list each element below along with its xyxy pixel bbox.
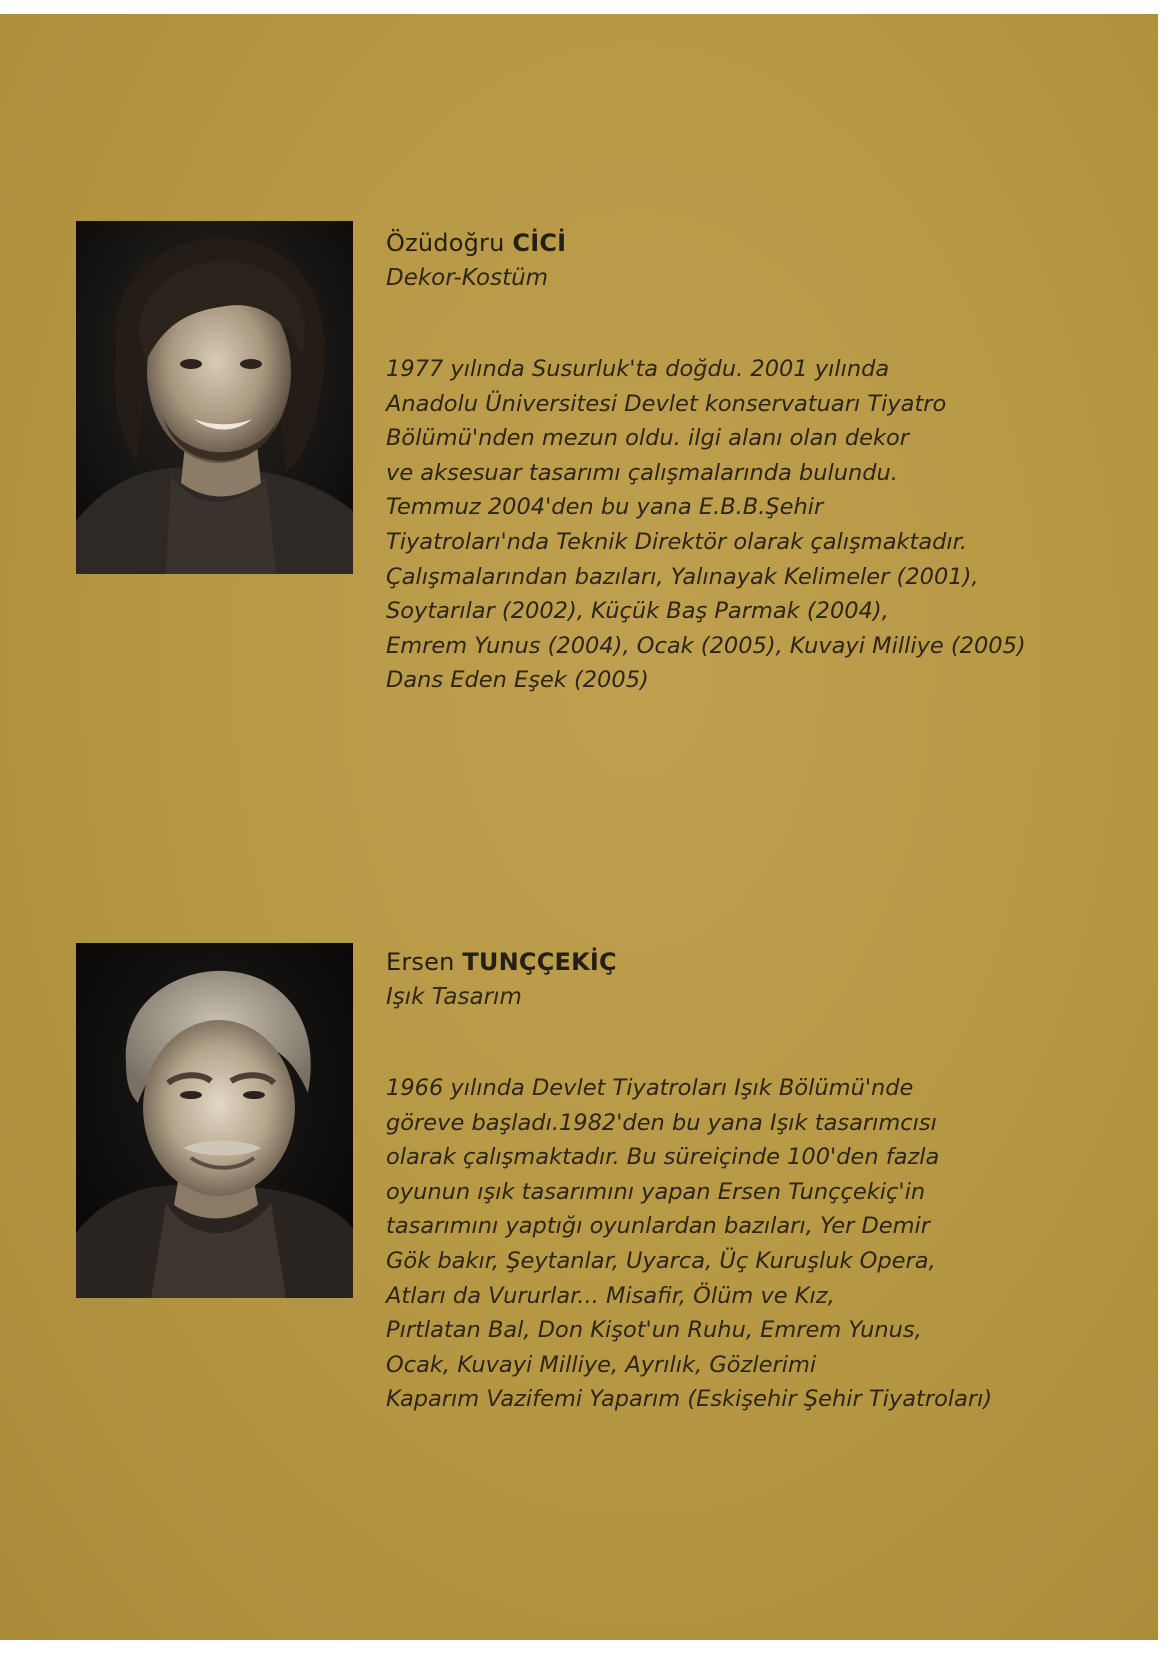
first-name: Özüdoğru <box>386 229 505 257</box>
biography-text <box>386 352 1126 698</box>
first-name: Ersen <box>386 948 455 976</box>
person-role: Işık Tasarım <box>386 984 522 1010</box>
portrait-photo-ozudogru-cici <box>76 221 353 574</box>
bio-line: göreve başladı.1982'den bu yana Işık tasarımcısı <box>386 1109 937 1136</box>
bio-line: Kaparım Vazifemi Yaparım (Eskişehir Şehir Tiyatroları) <box>386 1386 993 1413</box>
bio-line: 1966 yılında Devlet Tiyatroları Işık Bölümü'nde <box>386 1075 914 1101</box>
bio-line: ve aksesuar tasarımı çalışmalarında bulundu. <box>386 459 898 486</box>
person-role: Dekor-Kostüm <box>386 265 549 291</box>
bio-ersen-tunccekic <box>386 945 1126 1417</box>
bio-line: Bölümü'nden mezun oldu. ilgi alanı olan dekor <box>386 425 910 452</box>
bio-line: Temmuz 2004'den bu yana E.B.B.Şehir <box>386 494 824 521</box>
bio-line: oyunun ışık tasarımını yapan Ersen Tunççekiç'in <box>386 1178 926 1205</box>
biography-text <box>386 1071 1126 1417</box>
portrait-photo-ersen-tunccekic <box>76 943 353 1298</box>
bio-line: 1977 yılında Susurluk'ta doğdu. 2001 yılında <box>386 356 890 382</box>
portrait-image <box>76 221 353 574</box>
bio-line: olarak çalışmaktadır. Bu süreiçinde 100'den fazla <box>386 1144 940 1171</box>
bio-line: Atları da Vururlar... Misafir, Ölüm ve Kız, <box>386 1282 835 1309</box>
bio-line: Dans Eden Eşek (2005) <box>386 667 649 694</box>
bio-line: Emrem Yunus (2004), Ocak (2005), Kuvayi Milliye (2005) <box>386 632 1026 659</box>
last-name: CİCİ <box>512 229 567 257</box>
bio-line: Anadolu Üniversitesi Devlet konservatuarı Tiyatro <box>386 390 947 417</box>
bio-line: Ocak, Kuvayi Milliye, Ayrılık, Gözlerimi <box>386 1351 817 1378</box>
bio-line: Pırtlatan Bal, Don Kişot'un Ruhu, Emrem Yunus, <box>386 1317 922 1344</box>
portrait-image <box>76 943 353 1298</box>
person-name <box>386 226 1126 260</box>
person-name <box>386 945 1126 979</box>
bio-line: Tiyatroları'nda Teknik Direktör olarak çalışmaktadır. <box>386 528 967 555</box>
bio-line: Çalışmalarından bazıları, Yalınayak Kelimeler (2001), <box>386 563 979 590</box>
bio-ozudogru-cici <box>386 226 1126 698</box>
last-name: TUNÇÇEKİÇ <box>462 948 617 976</box>
bio-line: Gök bakır, Şeytanlar, Uyarca, Üç Kuruşluk Opera, <box>386 1247 936 1274</box>
bio-line: Soytarılar (2002), Küçük Baş Parmak (2004), <box>386 598 889 625</box>
bio-line: tasarımını yaptığı oyunlardan bazıları, Yer Demir <box>386 1213 931 1240</box>
